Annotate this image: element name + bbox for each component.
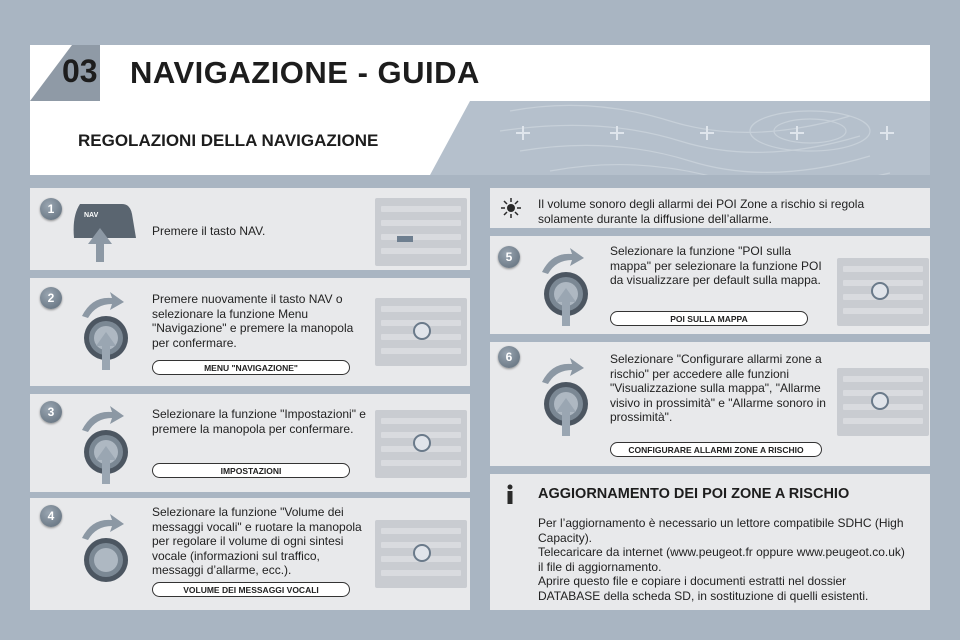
step-6-text: Selezionare "Configurare allarmi zone a rischio" per accedere alle funzioni "Visualizzazione sulla mappa", "Allarme visivo in prossimità" e "Allarme sonoro in prossimità". — [610, 352, 826, 424]
configurare-allarmi-label: CONFIGURARE ALLARMI ZONE A RISCHIO — [610, 442, 822, 457]
impostazioni-label: IMPOSTAZIONI — [152, 463, 350, 478]
radio-unit-6 — [837, 368, 929, 436]
poi-sulla-mappa-label: POI SULLA MAPPA — [610, 311, 808, 326]
step-3-badge: 3 — [40, 401, 62, 423]
light-bulb-icon — [500, 197, 522, 219]
section-title: REGOLAZIONI DELLA NAVIGAZIONE — [78, 131, 379, 150]
update-title: AGGIORNAMENTO DEI POI ZONE A RISCHIO — [538, 486, 850, 502]
volume-messaggi-label: VOLUME DEI MESSAGGI VOCALI — [152, 582, 350, 597]
step-1-badge: 1 — [40, 198, 62, 220]
step-6-badge: 6 — [498, 346, 520, 368]
radio-unit-1 — [375, 198, 467, 266]
step-2-text: Premere nuovamente il tasto NAV o selezionare la funzione Menu "Navigazione" e premere la manopola per confermare. — [152, 292, 354, 350]
step-5-badge: 5 — [498, 246, 520, 268]
nav-key-label: NAV — [84, 212, 99, 219]
knob-rotate-icon — [70, 512, 140, 594]
step-4-badge: 4 — [40, 505, 62, 527]
step-5-text: Selezionare la funzione "POI sulla mappa" per selezionare la funzione POI da visualizzare per default sulla mappa. — [610, 244, 822, 287]
step-1-text: Premere il tasto NAV. — [152, 224, 266, 238]
knob-press-icon — [530, 356, 600, 438]
menu-navigazione-label: MENU "NAVIGAZIONE" — [152, 360, 350, 375]
chapter-number: 03 — [62, 53, 98, 89]
info-icon — [500, 484, 520, 504]
step-3-text: Selezionare la funzione "Impostazioni" e premere la manopola per confermare. — [152, 407, 366, 436]
radio-unit-4 — [375, 520, 467, 588]
knob-press-icon — [70, 290, 140, 372]
radio-unit-3 — [375, 410, 467, 478]
page-title: NAVIGAZIONE - GUIDA — [130, 55, 480, 90]
radio-unit-2 — [375, 298, 467, 366]
knob-press-icon — [530, 246, 600, 328]
note-text: Il volume sonoro degli allarmi dei POI Zone a rischio si regola solamente durante la diffusione dell’allarme. — [538, 197, 865, 226]
nav-key-icon — [70, 198, 140, 264]
radio-unit-5 — [837, 258, 929, 326]
knob-press-icon — [70, 404, 140, 486]
step-2-badge: 2 — [40, 287, 62, 309]
step-4-text: Selezionare la funzione "Volume dei messaggi vocali" e ruotare la manopola per regolare il volume di ogni sintesi vocale (informazioni sul traffico, messaggi d’allarme, ecc.). — [152, 505, 362, 577]
update-text: Per l’aggiornamento è necessario un lettore compatibile SDHC (High Capacity). Telecaricare da internet (www.peugeot.fr oppure www.peugeot.co.uk) il file di aggiornamento. Aprire questo file e copiare i documenti estratti nel dossier DATABASE della scheda SD, in sostituzione di quelli esistenti. — [538, 516, 905, 603]
